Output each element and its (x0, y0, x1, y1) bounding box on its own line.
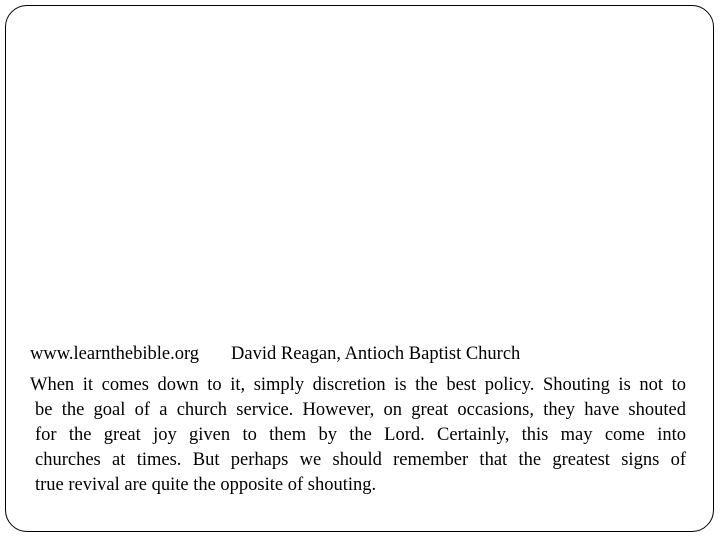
body-line: be the goal of a church service. However, on great occasions, they have shouted (35, 400, 686, 420)
body-line: When it comes down to it, simply discretion is the best policy. Shouting is not to (30, 375, 686, 395)
source-line (30, 343, 520, 365)
body-line: for the great joy given to them by the Lord. Certainly, this may come into (35, 425, 686, 445)
website-url: www.learnthebible.org (30, 344, 200, 364)
body-line: churches at times. But perhaps we should remember that the greatest signs of (35, 450, 686, 470)
body-paragraph (30, 373, 686, 498)
body-line: true revival are quite the opposite of shouting. (35, 475, 377, 495)
author-credit: David Reagan, Antioch Baptist Church (231, 344, 521, 364)
